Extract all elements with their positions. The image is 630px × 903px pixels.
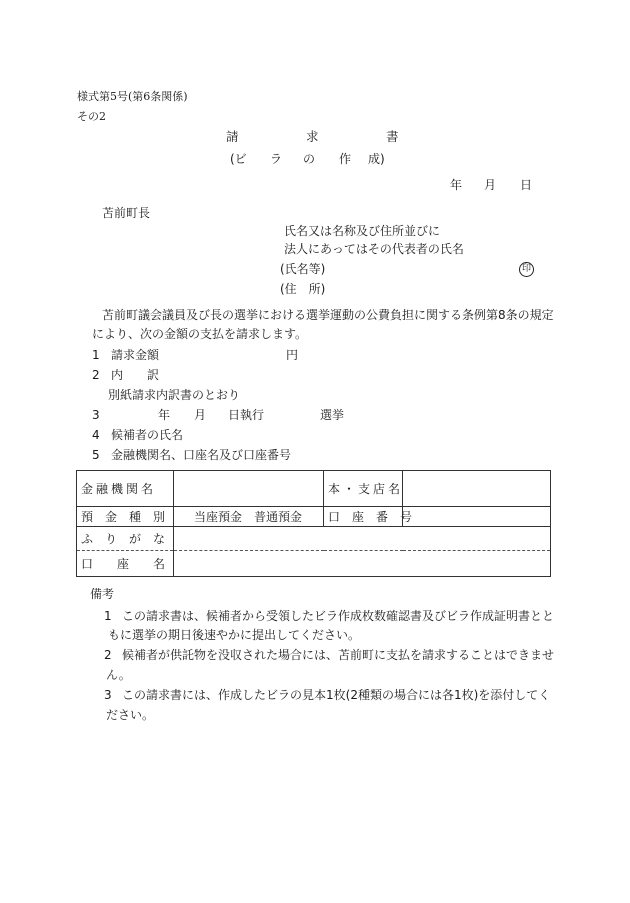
table-row <box>77 507 551 527</box>
note-1-line-1: この請求書は、候補者から受領したビラ作成枚数確認書及びビラ作成証明書とと <box>122 609 555 623</box>
item-1-label: 請求金額 <box>111 348 160 362</box>
note-2-line-2: ん。 <box>106 668 131 682</box>
table-row <box>77 527 551 551</box>
account-name-label: 口 座 名 <box>77 551 174 577</box>
item-5-label: 金融機関名、口座名及び口座番号 <box>111 448 292 462</box>
date-year: 年 <box>450 178 463 192</box>
furigana-label: ふ り が な <box>77 527 174 551</box>
subtitle-part-3: の <box>303 152 316 166</box>
subtitle-part-1: (ビ <box>230 152 247 166</box>
note-2-number: 2 <box>104 648 112 662</box>
item-3-number: 3 <box>92 408 100 422</box>
address-label: (住 所) <box>280 282 326 296</box>
note-1-line-2: もに選挙の期日後速やかに提出してください。 <box>108 628 361 642</box>
body-line-2: により、次の金額の支払を請求します。 <box>92 327 308 341</box>
item-2-detail: 別紙請求内訳書のとおり <box>108 388 241 402</box>
note-3-line-2: ださい。 <box>106 708 155 722</box>
date-day: 日 <box>520 178 533 192</box>
item-4-label: 候補者の氏名 <box>111 428 184 442</box>
note-1-number: 1 <box>104 609 112 623</box>
item-3-month: 月 <box>194 408 207 422</box>
deposit-type-options[interactable]: 当座預金 普通預金 <box>174 507 324 527</box>
item-1-unit: 円 <box>286 348 299 362</box>
furigana-value[interactable] <box>174 527 551 551</box>
name-label: (氏名等) <box>280 262 326 276</box>
account-number-label: 口 座 番 号 <box>324 507 403 527</box>
subtitle-part-2: ラ <box>270 152 283 166</box>
title-char-1: 請 <box>226 129 239 144</box>
branch-label: 本・支店名 <box>324 471 403 507</box>
table-row <box>77 551 551 577</box>
deposit-type-label: 預 金 種 別 <box>77 507 174 527</box>
item-1-number: 1 <box>92 348 100 362</box>
date-month: 月 <box>484 178 497 192</box>
account-number-value[interactable] <box>403 507 551 527</box>
applicant-line-2: 法人にあってはその代表者の氏名 <box>284 242 464 256</box>
title-char-3: 書 <box>386 129 399 144</box>
bank-account-table <box>76 470 551 577</box>
item-2-number: 2 <box>92 368 100 382</box>
item-3-day-exec: 日執行 <box>228 408 265 422</box>
item-5-number: 5 <box>92 448 100 462</box>
body-line-1: 苫前町議会議員及び長の選挙における選挙運動の公費負担に関する条例第8条の規定 <box>102 308 554 322</box>
form-number: 様式第5号(第6条関係) <box>77 90 188 103</box>
notes-heading: 備考 <box>90 587 115 601</box>
item-3-election: 選挙 <box>320 408 345 422</box>
account-name-value[interactable] <box>174 551 551 577</box>
applicant-line-1: 氏名又は名称及び住所並びに <box>284 224 441 238</box>
addressee: 苫前町長 <box>102 206 151 220</box>
item-2-label: 内 訳 <box>111 368 160 382</box>
institution-label: 金融機関名 <box>77 471 174 507</box>
note-3-line-1: この請求書には、作成したビラの見本1枚(2種類の場合には各1枚)を添付してく <box>122 688 551 702</box>
title-char-2: 求 <box>306 129 319 144</box>
item-4-number: 4 <box>92 428 100 442</box>
institution-value[interactable] <box>174 471 324 507</box>
sub-number: その2 <box>77 110 106 123</box>
note-3-number: 3 <box>104 688 112 702</box>
note-2-line-1: 候補者が供託物を没収された場合には、苫前町に支払を請求することはできませ <box>122 648 555 662</box>
table-row <box>77 471 551 507</box>
item-3-year: 年 <box>158 408 171 422</box>
seal-mark: 印 <box>519 262 534 277</box>
branch-value[interactable] <box>403 471 551 507</box>
subtitle-part-4: 作 <box>339 152 352 166</box>
subtitle-part-5: 成) <box>368 152 385 166</box>
